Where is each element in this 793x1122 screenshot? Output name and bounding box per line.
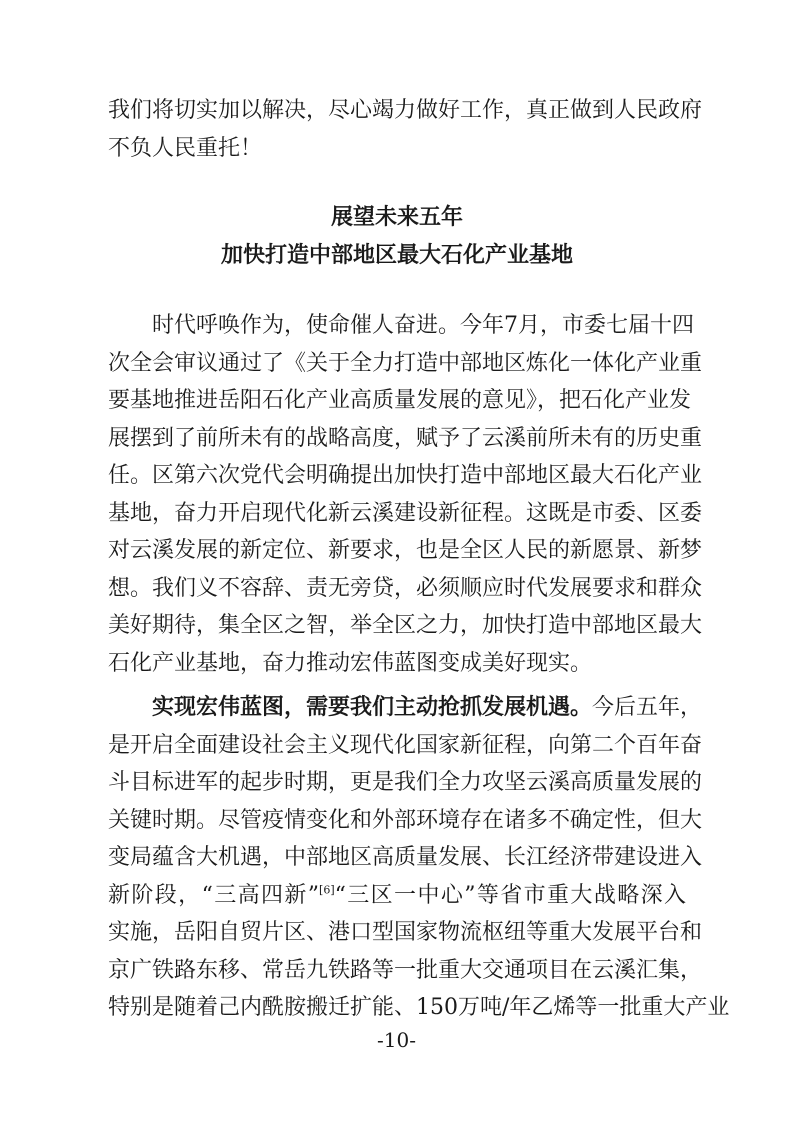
text-line: 特别是随着己内酰胺搬迁扩能、150万吨/年乙烯等一批重大产业 <box>108 995 730 1020</box>
text-line: 基地，奋力开启现代化新云溪建设新征程。这既是市委、区委 <box>108 500 703 526</box>
text-line: 美好期待，集全区之智，举全区之力，加快打造中部地区最大 <box>108 613 703 638</box>
paragraph-1 <box>108 307 703 682</box>
text-line: 关键时期。尽管疫情变化和外部环境存在诸多不确定性，但大 <box>108 807 703 833</box>
paragraph-2 <box>108 689 730 1027</box>
text-line: 要基地推进岳阳石化产业高质量发展的意见》，把石化产业发 <box>108 388 692 413</box>
page-number: -10- <box>377 1028 416 1052</box>
text-line <box>108 689 703 727</box>
text-line: 不负人民重托！ <box>108 135 263 161</box>
ref-line-before: 新阶段，“三高四新” <box>108 882 320 908</box>
text-line: 是开启全面建设社会主义现代化国家新征程，向第二个百年奋 <box>108 732 703 758</box>
section-heading-line2: 加快打造中部地区最大石化产业基地 <box>220 243 573 268</box>
text-line: 我们将切实加以解决，尽心竭力做好工作，真正做到人民政府 <box>108 98 703 123</box>
text-line: 斗目标进军的起步时期，更是我们全力攻坚云溪高质量发展的 <box>108 770 703 795</box>
text-line <box>108 877 686 915</box>
text-line: 变局蕴含大机遇，中部地区高质量发展、长江经济带建设进入 <box>108 845 703 870</box>
intro-text <box>108 92 703 167</box>
text-line: 展摆到了前所未有的战略高度，赋予了云溪前所未有的历史重 <box>108 425 703 451</box>
text-line: 任。区第六次党代会明确提出加快打造中部地区最大石化产业 <box>108 463 703 488</box>
footnote-ref[interactable]: [6] <box>319 883 335 897</box>
text-line: 对云溪发展的新定位、新要求，也是全区人民的新愿景、新梦 <box>108 538 703 563</box>
emphasis-lead: 实现宏伟蓝图，需要我们主动抢抓发展机遇。 <box>152 694 593 720</box>
text-line: 想。我们义不容辞、责无旁贷，必须顺应时代发展要求和群众 <box>108 575 703 601</box>
text-line: 次全会审议通过了《关于全力打造中部地区炼化一体化产业重 <box>108 350 703 376</box>
ref-line-after: “三区一中心”等省市重大战略深入 <box>334 882 686 908</box>
section-heading-line1: 展望未来五年 <box>330 205 463 230</box>
lead-rest: 今后五年， <box>592 695 703 720</box>
indent <box>108 695 152 720</box>
text-line: 时代呼唤作为，使命催人奋进。今年7月，市委七届十四 <box>108 313 694 338</box>
text-line: 京广铁路东移、常岳九铁路等一批重大交通项目在云溪汇集， <box>108 957 703 983</box>
text-line: 实施，岳阳自贸片区、港口型国家物流枢纽等重大发展平台和 <box>108 920 703 945</box>
text-line: 石化产业基地，奋力推动宏伟蓝图变成美好现实。 <box>108 650 593 676</box>
